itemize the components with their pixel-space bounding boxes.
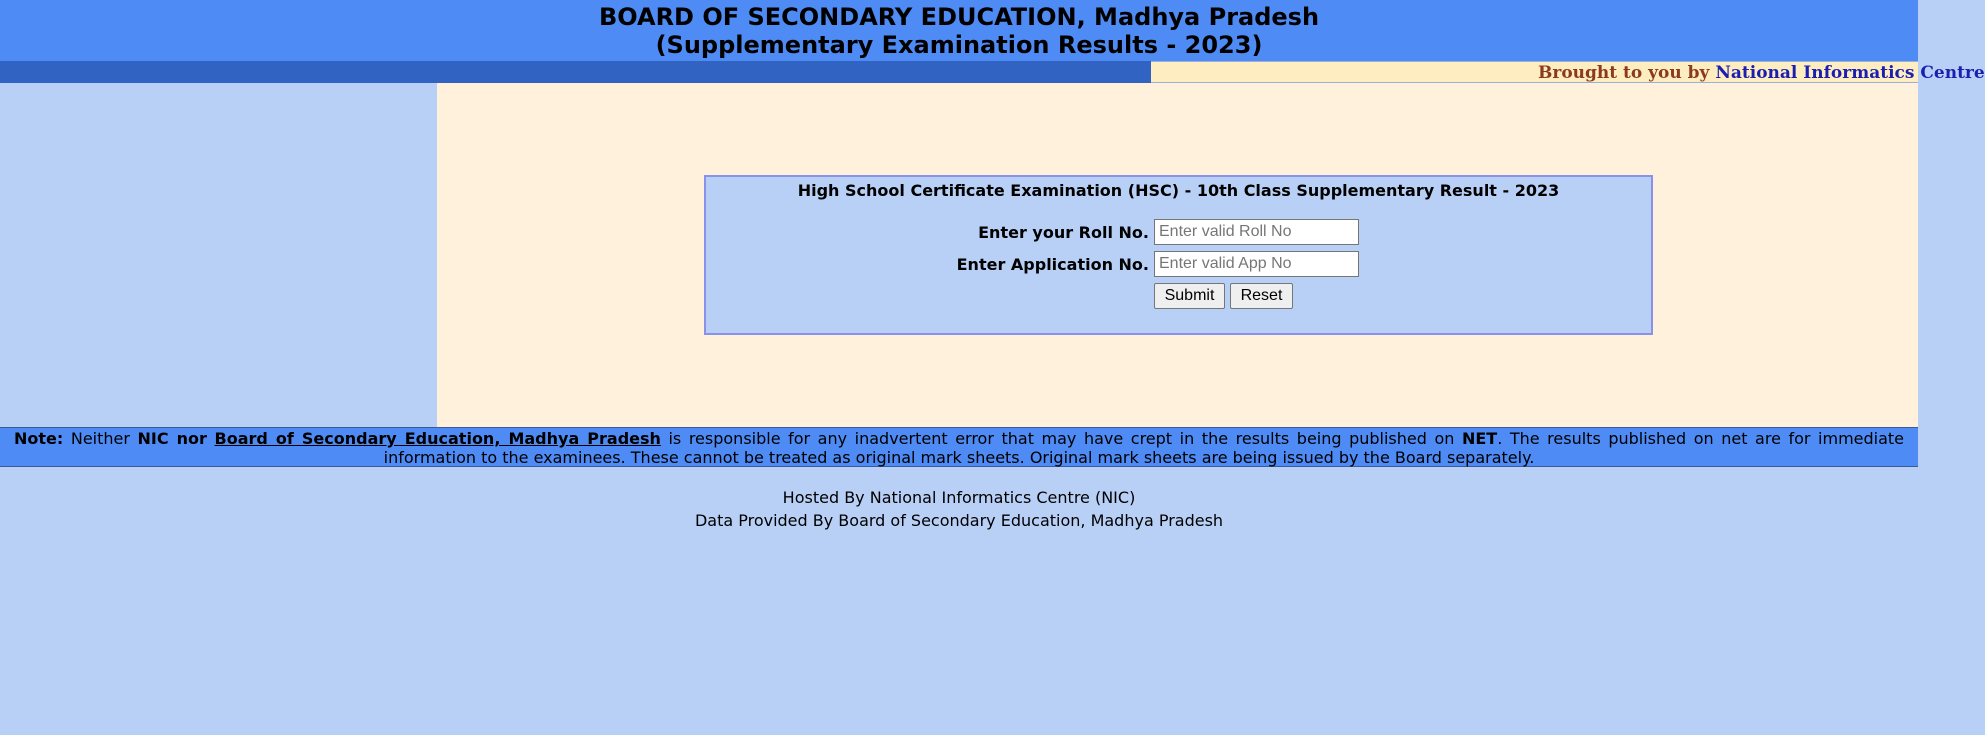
application-no-input[interactable] [1154,251,1359,277]
form-title: High School Certificate Examination (HSC) - 10th Class Supplementary Result - 2023 [797,181,1560,200]
marquee-container [1151,61,1985,83]
page-title: BOARD OF SECONDARY EDUCATION, Madhya Pradesh [598,3,1320,31]
result-form [704,175,1653,335]
left-panel [0,83,437,427]
application-no-label: Enter Application No. [956,255,1149,274]
page-header [0,0,1918,61]
footer-hosted: Hosted By National Informatics Centre (NIC) [782,488,1136,507]
marquee-prefix: Brought to you by [1538,63,1716,83]
marquee-text [1538,63,1985,83]
note-text-4: . The results published on net are for immediate information to the examinees. These cannot be treated as original mark sheets. Original mark sheets are being issued by the Board separately. [383,429,1905,467]
info-bar-left [0,61,1151,83]
roll-no-label: Enter your Roll No. [978,223,1149,242]
note-net: NET [1461,429,1498,448]
roll-no-input[interactable] [1154,219,1359,245]
note-text-3: is responsible for any inadvertent error that may have crept in the results being published on [660,429,1462,448]
footer-provided: Data Provided By Board of Secondary Education, Madhya Pradesh [694,511,1224,530]
info-bar [0,61,1985,83]
note-text-1: Neither [63,429,138,448]
page-subtitle: (Supplementary Examination Results - 2023) [655,31,1263,59]
note-nic: NIC nor [137,429,207,448]
disclaimer-note [0,427,1918,467]
note-label: Note: [14,429,64,448]
marquee-org: National Informatics Centre [1715,63,1985,83]
note-text-2 [207,429,215,448]
reset-button[interactable]: Reset [1230,283,1293,309]
board-link[interactable]: Board of Secondary Education, Madhya Pradesh [214,429,661,448]
submit-button[interactable]: Submit [1154,283,1225,309]
